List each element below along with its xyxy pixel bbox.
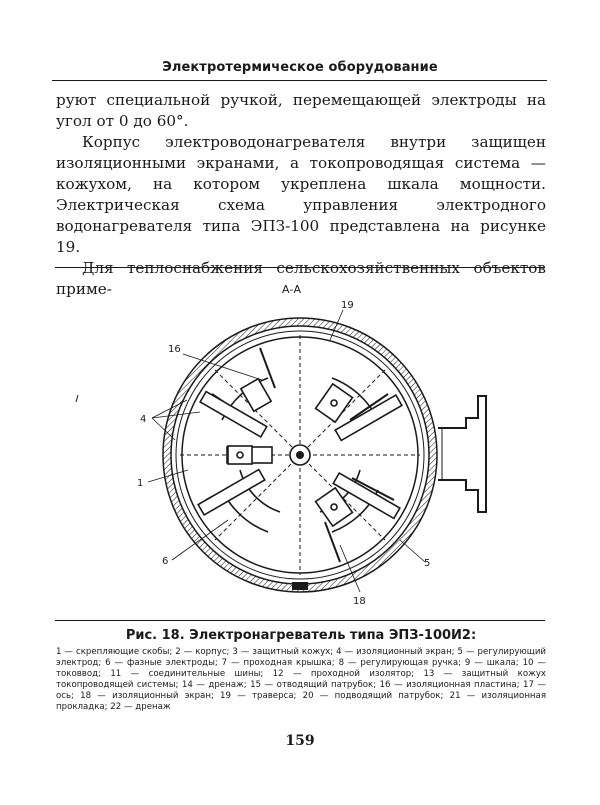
paragraph-1: руют специальной ручкой, перемещающей электроды на угол от 0 до 60°. xyxy=(56,91,546,130)
electric-heater-cross-section-figure xyxy=(0,270,600,615)
callout-5: 5 xyxy=(424,558,431,569)
body-text xyxy=(56,90,546,300)
outlet-pipe xyxy=(438,396,486,512)
figure-legend: 1 — скрепляющие скобы; 2 — корпус; 3 — защитный кожух; 4 — изоляционный экран; 5 — регулирующий электрод; 6 — фазные электроды; 7 — проходная крышка; 8 — регулирующая ручка; 9 — шкала; 10 — токоввод; 11 — соединительные шины; 12 — проходной изолятор; 13 — защитный кожух токопроводящей системы; 14 — дренаж; 15 — отводящий патрубок; 16 — изоляционная пластина; 17 — ось; 18 — изоляционный экран; 19 — траверса; 20 — подводящий патрубок; 21 — изоляционная прокладка; 22 — дренаж xyxy=(56,647,546,712)
header-rule xyxy=(52,80,547,81)
running-header: Электротермическое оборудование xyxy=(162,60,438,75)
bottom-bolt xyxy=(292,582,308,590)
paragraph-3: Для теплоснабжения сельскохозяйственных объектов приме- xyxy=(56,259,546,298)
paragraph-2: Корпус электроводонагревателя внутри защищен изоляционными экранами, а токопроводящая система — кожухом, на котором укреплена шкала мощности. Электрическая схема управления электродного водонагревателя типа ЭПЗ-100 представлена на рисунке 19. xyxy=(56,133,546,256)
margin-mark xyxy=(76,395,78,402)
callout-16: 16 xyxy=(168,344,181,355)
callout-19: 19 xyxy=(341,300,354,311)
figure-top-rule xyxy=(55,267,545,268)
figure-caption-title: Рис. 18. Электронагреватель типа ЭПЗ-100И2: xyxy=(125,628,477,643)
callout-4: 4 xyxy=(140,414,147,425)
callout-1: 1 xyxy=(137,478,144,489)
caption-top-rule xyxy=(55,620,545,621)
callout-6: 6 xyxy=(162,556,169,567)
section-label: А-А xyxy=(282,283,302,296)
central-axis xyxy=(290,445,310,465)
callout-18: 18 xyxy=(353,596,366,607)
page-number: 159 xyxy=(285,733,315,749)
